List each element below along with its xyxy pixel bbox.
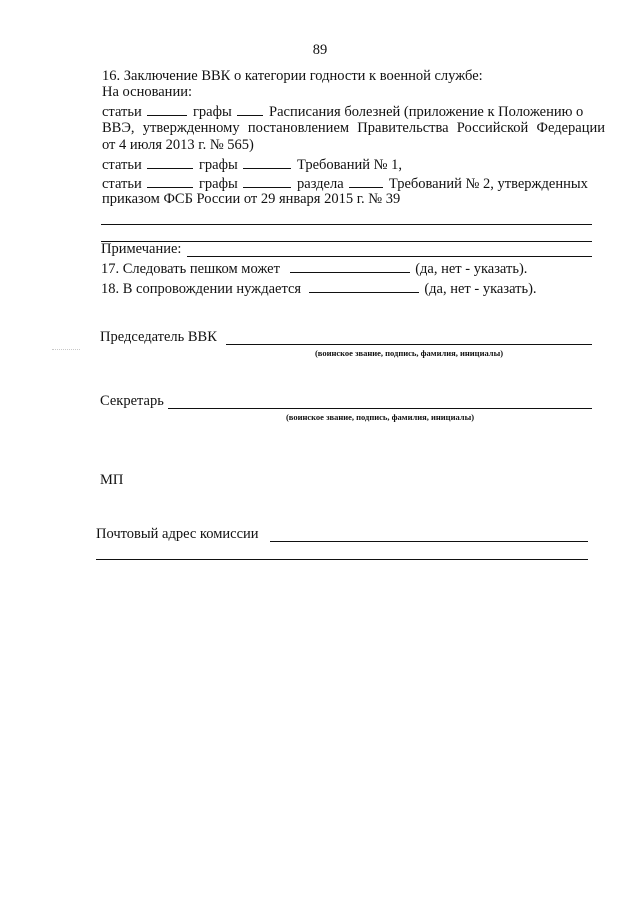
item16-line-4	[102, 156, 402, 173]
item16-line-6: приказом ФСБ России от 29 января 2015 г. № 39	[102, 191, 401, 207]
secretary-signature-line[interactable]	[168, 408, 592, 409]
item18-row	[101, 280, 537, 297]
chairman-signature-line[interactable]	[226, 344, 592, 345]
item18-label: 18. В сопровождении нуждается	[101, 281, 302, 297]
item16-line-2: ВВЭ, утвержденному постановлением Правительства Российской Федерации	[102, 120, 605, 136]
address-label: Почтовый адрес комиссии	[96, 526, 259, 542]
note-line[interactable]	[187, 256, 592, 257]
stamp-label: МП	[100, 472, 124, 488]
scan-artifact	[52, 349, 80, 350]
item17-label: 17. Следовать пешком может	[101, 261, 280, 277]
chairman-caption: (воинское звание, подпись, фамилия, инициалы)	[314, 348, 504, 358]
address-line-2[interactable]	[96, 559, 588, 560]
article-label: статьи	[102, 104, 142, 120]
requirements-text: Требований № 1,	[297, 157, 402, 173]
column-blank[interactable]	[243, 156, 291, 169]
conclusion-line-1[interactable]	[101, 224, 592, 225]
section-label: раздела	[297, 176, 344, 192]
article-blank[interactable]	[147, 175, 193, 188]
schedule-text: Расписания болезней (приложение к Положению о	[269, 104, 584, 120]
page-number: 89	[312, 42, 328, 58]
item18-hint: (да, нет - указать).	[424, 281, 537, 297]
item16-line-5	[102, 175, 588, 192]
article-blank[interactable]	[147, 103, 187, 116]
item16-line-3: от 4 июля 2013 г. № 565)	[102, 137, 254, 153]
column-blank[interactable]	[243, 175, 291, 188]
item16-basis: На основании:	[102, 84, 192, 100]
item16-heading: 16. Заключение ВВК о категории годности к военной службе:	[102, 68, 483, 84]
column-label: графы	[192, 104, 232, 120]
article-label: статьи	[102, 176, 142, 192]
secretary-caption: (воинское звание, подпись, фамилия, инициалы)	[285, 412, 475, 422]
requirements-text: Требований № 2, утвержденных	[388, 176, 588, 192]
article-label: статьи	[102, 157, 142, 173]
walk-blank[interactable]	[290, 260, 410, 273]
section-blank[interactable]	[349, 175, 383, 188]
article-blank[interactable]	[147, 156, 193, 169]
secretary-label: Секретарь	[100, 393, 164, 409]
column-label: графы	[198, 176, 238, 192]
item16-line-1	[102, 103, 583, 120]
note-label: Примечание:	[101, 241, 182, 257]
column-blank[interactable]	[237, 103, 263, 116]
column-label: графы	[198, 157, 238, 173]
chairman-label: Председатель ВВК	[100, 329, 217, 345]
escort-blank[interactable]	[309, 280, 419, 293]
address-line-1[interactable]	[270, 541, 588, 542]
item17-row	[101, 260, 527, 277]
item17-hint: (да, нет - указать).	[415, 261, 528, 277]
